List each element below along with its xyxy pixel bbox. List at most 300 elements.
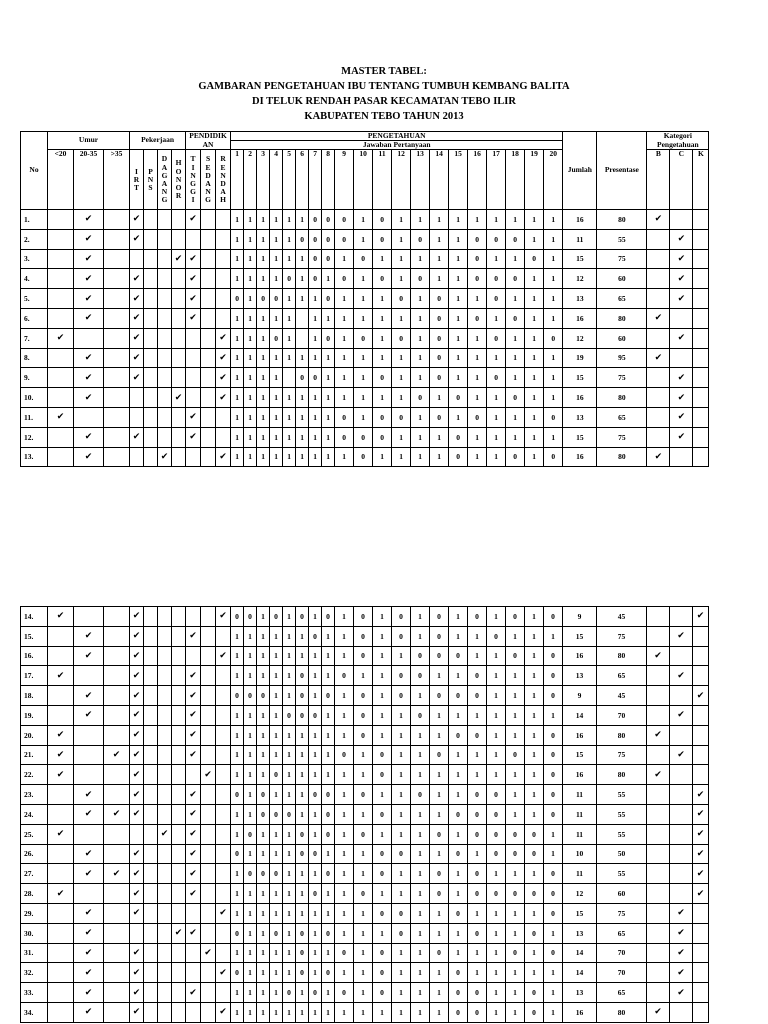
answer-cell: 1 [296,725,309,745]
check-mark-icon: ✔ [56,730,65,741]
pendidikan-cell-0 [186,210,201,230]
answer-cell: 1 [373,308,392,328]
answer-cell: 0 [487,824,506,844]
answer-cell: 0 [257,804,270,824]
table-row [21,388,709,408]
pendidikan-cell-2 [216,844,231,864]
presentase-cell: 55 [597,804,647,824]
answer-cell: 1 [335,923,354,943]
pekerjaan-cell-2 [158,348,172,368]
check-mark-icon: ✔ [677,432,686,443]
answer-cell: 0 [468,607,487,627]
kategori-cell-2 [693,407,709,427]
header-kategori-col-0: B [647,150,670,210]
kategori-cell-1 [670,646,693,666]
check-mark-icon: ✔ [132,809,141,820]
check-mark-icon: ✔ [677,631,685,642]
answer-cell: 1 [487,607,506,627]
umur-cell-1 [74,269,104,289]
umur-cell-1 [74,666,104,686]
umur-cell-0 [48,1002,74,1022]
answer-cell: 0 [544,328,563,348]
answer-cell: 1 [544,824,563,844]
kategori-cell-2 [693,249,709,269]
pendidikan-cell-1 [201,249,216,269]
pekerjaan-cell-2 [158,388,172,408]
pekerjaan-cell-2 [158,725,172,745]
presentase-cell: 65 [597,983,647,1003]
pekerjaan-cell-0 [130,388,144,408]
answer-cell: 1 [354,903,373,923]
kategori-cell-2 [693,427,709,447]
answer-cell: 1 [309,864,322,884]
presentase-cell: 80 [597,1002,647,1022]
umur-cell-1 [74,368,104,388]
row-number: 15. [21,626,48,646]
answer-cell: 1 [283,844,296,864]
check-mark-icon: ✔ [189,987,197,998]
answer-cell: 1 [354,289,373,309]
answer-cell: 1 [392,864,411,884]
answer-cell: 1 [270,983,283,1003]
pekerjaan-cell-1 [144,804,158,824]
pekerjaan-cell-2 [158,269,172,289]
answer-cell: 1 [322,765,335,785]
table-row [21,407,709,427]
umur-cell-1 [74,864,104,884]
header-question-12: 12 [392,150,411,210]
check-mark-icon: ✔ [677,253,686,264]
umur-cell-1 [74,963,104,983]
answer-cell [296,328,309,348]
pekerjaan-cell-1 [144,666,158,686]
pekerjaan-cell-0 [130,269,144,289]
check-mark-icon: ✔ [654,352,663,363]
answer-cell: 1 [244,725,257,745]
pendidikan-cell-1 [201,368,216,388]
answer-cell: 0 [335,943,354,963]
answer-cell: 0 [544,864,563,884]
check-mark-icon: ✔ [219,1007,227,1018]
presentase-cell: 80 [597,388,647,408]
umur-cell-0 [48,427,74,447]
answer-cell: 1 [283,407,296,427]
answer-cell: 1 [283,686,296,706]
answer-cell: 1 [392,229,411,249]
jumlah-cell: 13 [563,666,597,686]
answer-cell: 1 [430,210,449,230]
answer-cell: 1 [309,765,322,785]
check-mark-icon: ✔ [189,214,197,225]
pekerjaan-cell-1 [144,785,158,805]
pekerjaan-cell-3 [172,804,186,824]
pekerjaan-cell-3 [172,607,186,627]
answer-cell: 1 [283,943,296,963]
answer-cell: 1 [309,923,322,943]
answer-cell [283,368,296,388]
answer-cell: 1 [354,368,373,388]
pekerjaan-cell-2 [158,646,172,666]
pekerjaan-cell-0 [130,607,144,627]
jumlah-cell: 16 [563,1002,597,1022]
answer-cell: 1 [449,785,468,805]
umur-cell-2 [104,884,130,904]
header-question-4: 4 [270,150,283,210]
answer-cell: 1 [449,864,468,884]
check-mark-icon: ✔ [654,214,663,225]
answer-cell: 1 [257,745,270,765]
answer-cell: 0 [506,269,525,289]
answer-cell: 1 [309,388,322,408]
umur-cell-1 [74,725,104,745]
answer-cell: 1 [231,903,244,923]
answer-cell: 1 [270,844,283,864]
table-row [21,963,709,983]
pekerjaan-cell-0 [130,804,144,824]
answer-cell: 1 [322,844,335,864]
presentase-cell: 65 [597,289,647,309]
answer-cell: 0 [244,864,257,884]
check-mark-icon: ✔ [56,333,65,344]
check-mark-icon: ✔ [189,432,197,443]
pekerjaan-cell-3 [172,745,186,765]
kategori-cell-0 [647,824,670,844]
answer-cell: 0 [430,626,449,646]
answer-cell: 1 [525,745,544,765]
pendidikan-cell-2 [216,923,231,943]
presentase-cell: 55 [597,229,647,249]
answer-cell: 1 [283,864,296,884]
pendidikan-cell-0 [186,388,201,408]
pekerjaan-cell-0 [130,963,144,983]
answer-cell: 1 [257,348,270,368]
pendidikan-cell-1 [201,348,216,368]
answer-cell: 1 [244,308,257,328]
answer-cell: 1 [373,705,392,725]
answer-cell: 1 [231,348,244,368]
answer-cell: 1 [506,427,525,447]
answer-cell: 0 [354,626,373,646]
pendidikan-cell-0 [186,407,201,427]
umur-cell-0 [48,765,74,785]
check-mark-icon: ✔ [189,670,197,681]
presentase-cell: 60 [597,328,647,348]
umur-cell-0 [48,666,74,686]
header-pendidikan-col-1: S E D A N G [201,150,216,210]
pekerjaan-cell-2 [158,983,172,1003]
umur-cell-1 [74,626,104,646]
umur-cell-2 [104,705,130,725]
pendidikan-cell-1 [201,785,216,805]
answer-cell: 1 [430,447,449,467]
answer-cell: 1 [373,626,392,646]
answer-cell: 1 [244,368,257,388]
pekerjaan-cell-3 [172,308,186,328]
answer-cell: 1 [244,903,257,923]
check-mark-icon: ✔ [84,392,93,403]
answer-cell: 0 [468,407,487,427]
answer-cell: 1 [373,824,392,844]
check-mark-icon: ✔ [189,848,197,859]
answer-cell: 1 [283,785,296,805]
answer-cell: 0 [506,943,525,963]
pekerjaan-cell-1 [144,249,158,269]
answer-cell: 1 [487,210,506,230]
answer-cell: 0 [430,943,449,963]
answer-cell: 1 [257,943,270,963]
answer-cell: 1 [322,646,335,666]
pendidikan-cell-2 [216,229,231,249]
answer-cell: 1 [335,705,354,725]
answer-cell: 1 [296,388,309,408]
answer-cell: 1 [354,210,373,230]
answer-cell: 0 [309,785,322,805]
answer-cell: 1 [335,804,354,824]
kategori-cell-2 [693,686,709,706]
pendidikan-cell-0 [186,844,201,864]
pekerjaan-cell-0 [130,368,144,388]
answer-cell: 1 [257,368,270,388]
answer-cell: 1 [487,646,506,666]
pekerjaan-cell-0 [130,646,144,666]
answer-cell: 1 [430,249,449,269]
table-row [21,368,709,388]
table-row [21,804,709,824]
row-number: 2. [21,229,48,249]
master-table-page-1 [20,131,709,467]
title-line-2: GAMBARAN PENGETAHUAN IBU TENTANG TUMBUH KEMBANG BALITA [198,81,570,92]
answer-cell: 1 [257,626,270,646]
answer-cell: 1 [270,348,283,368]
check-mark-icon: ✔ [132,908,141,919]
answer-cell: 1 [270,963,283,983]
answer-cell: 0 [296,824,309,844]
answer-cell: 1 [244,626,257,646]
answer-cell: 0 [392,844,411,864]
umur-cell-0 [48,607,74,627]
answer-cell: 0 [449,646,468,666]
presentase-cell: 65 [597,923,647,943]
pendidikan-cell-0 [186,963,201,983]
answer-cell: 1 [506,210,525,230]
answer-cell: 0 [296,963,309,983]
pekerjaan-cell-0 [130,785,144,805]
answer-cell: 0 [430,686,449,706]
answer-cell: 1 [354,407,373,427]
answer-cell: 0 [506,844,525,864]
answer-cell: 1 [411,407,430,427]
answer-cell: 0 [468,923,487,943]
answer-cell: 0 [354,725,373,745]
answer-cell: 0 [373,368,392,388]
answer-cell: 1 [270,229,283,249]
answer-cell: 0 [392,686,411,706]
jumlah-cell: 16 [563,210,597,230]
header-question-19: 19 [525,150,544,210]
check-mark-icon: ✔ [132,631,141,642]
answer-cell: 0 [544,447,563,467]
answer-cell: 0 [296,607,309,627]
answer-cell: 1 [296,1002,309,1022]
header-question-14: 14 [430,150,449,210]
check-mark-icon: ✔ [204,947,212,958]
answer-cell: 1 [270,903,283,923]
pendidikan-cell-0 [186,607,201,627]
jumlah-cell: 16 [563,308,597,328]
answer-cell: 1 [411,725,430,745]
answer-cell: 1 [468,626,487,646]
umur-cell-2 [104,249,130,269]
umur-cell-2 [104,348,130,368]
answer-cell: 0 [283,269,296,289]
answer-cell: 0 [257,686,270,706]
answer-cell: 1 [392,785,411,805]
table-row [21,646,709,666]
answer-cell: 1 [506,289,525,309]
kategori-cell-2 [693,607,709,627]
answer-cell: 0 [231,686,244,706]
check-mark-icon: ✔ [189,928,197,939]
kategori-cell-2 [693,705,709,725]
kategori-cell-0 [647,864,670,884]
kategori-cell-0 [647,666,670,686]
answer-cell: 1 [544,368,563,388]
pekerjaan-cell-0 [130,943,144,963]
table-row [21,785,709,805]
table-row [21,607,709,627]
answer-cell: 0 [231,923,244,943]
check-mark-icon: ✔ [84,214,93,225]
check-mark-icon: ✔ [84,313,93,324]
table-row [21,1002,709,1022]
umur-cell-1 [74,884,104,904]
answer-cell: 1 [335,607,354,627]
answer-cell: 1 [430,804,449,824]
answer-cell: 1 [544,1002,563,1022]
answer-cell: 1 [468,903,487,923]
kategori-cell-1 [670,943,693,963]
answer-cell: 0 [335,407,354,427]
answer-cell: 0 [487,626,506,646]
answer-cell: 1 [335,725,354,745]
answer-cell: 1 [296,765,309,785]
answer-cell: 0 [468,686,487,706]
pekerjaan-cell-0 [130,923,144,943]
answer-cell: 0 [373,804,392,824]
answer-cell: 1 [392,725,411,745]
header-pekerjaan-col-0: I R T [130,150,144,210]
kategori-cell-1 [670,963,693,983]
check-mark-icon: ✔ [132,749,141,760]
kategori-cell-1 [670,903,693,923]
pendidikan-cell-0 [186,229,201,249]
answer-cell: 1 [544,308,563,328]
umur-cell-1 [74,348,104,368]
answer-cell: 1 [322,983,335,1003]
jumlah-cell: 14 [563,705,597,725]
answer-cell: 1 [322,884,335,904]
answer-cell: 0 [411,705,430,725]
answer-cell: 1 [309,447,322,467]
pekerjaan-cell-0 [130,745,144,765]
answer-cell: 1 [373,646,392,666]
answer-cell: 1 [309,607,322,627]
answer-cell: 0 [544,646,563,666]
kategori-cell-0 [647,963,670,983]
kategori-cell-0 [647,725,670,745]
presentase-cell: 75 [597,903,647,923]
check-mark-icon: ✔ [56,769,65,780]
check-mark-icon: ✔ [677,234,686,245]
kategori-cell-1 [670,607,693,627]
answer-cell: 0 [309,983,322,1003]
jumlah-cell: 15 [563,903,597,923]
answer-cell: 1 [506,626,525,646]
answer-cell: 0 [525,983,544,1003]
umur-cell-1 [74,705,104,725]
pendidikan-cell-2 [216,725,231,745]
answer-cell: 1 [231,249,244,269]
pendidikan-cell-2 [216,626,231,646]
answer-cell: 1 [449,923,468,943]
answer-cell: 1 [283,289,296,309]
table-row [21,229,709,249]
answer-cell: 0 [283,804,296,824]
answer-cell: 1 [373,328,392,348]
answer-cell: 0 [430,884,449,904]
answer-cell: 1 [430,983,449,1003]
check-mark-icon: ✔ [189,253,197,264]
umur-cell-1 [74,844,104,864]
answer-cell: 1 [525,447,544,467]
pendidikan-cell-0 [186,943,201,963]
check-mark-icon: ✔ [189,730,197,741]
answer-cell: 1 [244,705,257,725]
pekerjaan-cell-0 [130,328,144,348]
answer-cell: 0 [322,289,335,309]
check-mark-icon: ✔ [654,730,662,741]
jumlah-cell: 16 [563,646,597,666]
pendidikan-cell-1 [201,943,216,963]
presentase-cell: 60 [597,269,647,289]
answer-cell: 1 [283,963,296,983]
answer-cell: 1 [525,210,544,230]
header-umur-col-2: >35 [104,150,130,210]
umur-cell-0 [48,210,74,230]
pekerjaan-cell-0 [130,666,144,686]
pendidikan-cell-2 [216,943,231,963]
header-presentase: Presentase [597,132,647,210]
table-row [21,725,709,745]
answer-cell: 1 [335,348,354,368]
answer-cell: 1 [257,705,270,725]
answer-cell: 1 [283,725,296,745]
answer-cell: 1 [373,884,392,904]
pendidikan-cell-0 [186,804,201,824]
answer-cell: 0 [296,844,309,864]
answer-cell: 0 [296,923,309,943]
check-mark-icon: ✔ [696,690,705,701]
answer-cell: 1 [296,269,309,289]
pendidikan-cell-2 [216,884,231,904]
header-question-3: 3 [257,150,270,210]
kategori-cell-0 [647,249,670,269]
row-number: 16. [21,646,48,666]
answer-cell: 1 [487,903,506,923]
header-kategori-col-2: K [693,150,709,210]
pekerjaan-cell-1 [144,210,158,230]
header-pekerjaan-col-3: H O N O R [172,150,186,210]
